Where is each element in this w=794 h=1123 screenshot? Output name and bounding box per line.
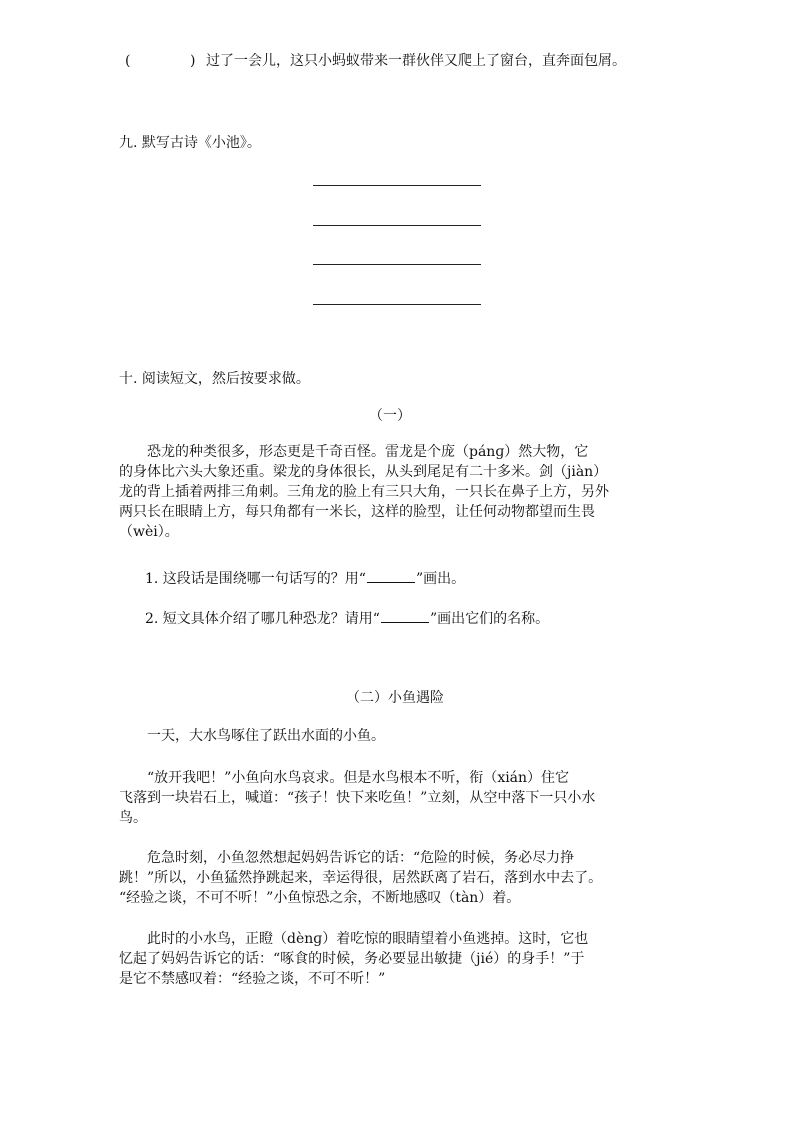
passage2-paragraph-4: [119, 929, 679, 989]
passage2-line: “放开我吧！”小鱼向水鸟哀求。但是水鸟根本不听，衔（xián）住它: [119, 770, 570, 786]
question-2-prefix: 2. 短文具体介绍了哪几种恐龙？请用“: [145, 611, 380, 627]
poem-answer-line-4[interactable]: [313, 304, 481, 305]
underline-blank: [381, 608, 429, 623]
answer-paren-close: ): [190, 53, 196, 69]
passage1-line: 两只长在眼睛上方，每只角都有一米长，这样的脸型，让任何动物都望而生畏: [119, 504, 595, 520]
passage1-heading: （一）: [369, 408, 411, 424]
passage1-line: 龙的背上插着两排三角刺。三角龙的脸上有三只大角，一只长在鼻子上方，另外: [119, 484, 609, 500]
question-2: [145, 608, 549, 629]
passage1-line: 恐龙的种类很多，形态更是千奇百怪。雷龙是个庞（pánɡ）然大物，它: [119, 444, 589, 460]
passage2-line: 危急时刻，小鱼忽然想起妈妈告诉它的话：“危险的时候，务必尽力挣: [119, 850, 575, 866]
question-2-suffix: ”画出它们的名称。: [429, 611, 550, 627]
passage2-paragraph-3: [119, 848, 679, 908]
passage2-line: 是它不禁感叹着：“经验之谈，不可不听！”: [119, 971, 386, 987]
poem-answer-line-1[interactable]: [313, 185, 481, 186]
question-1-suffix: ”画出。: [415, 571, 466, 587]
passage2-line: 此时的小水鸟，正瞪（dènɡ）着吃惊的眼睛望着小鱼逃掉。这时，它也: [119, 931, 589, 947]
passage1-line: （wèi）。: [119, 524, 179, 540]
section10-title: 十. 阅读短文，然后按要求做。: [119, 371, 310, 387]
passage2-paragraph-2: [119, 768, 679, 828]
passage2-line: 鸟。: [119, 810, 147, 826]
answer-paren-open: (: [125, 53, 131, 69]
passage1-paragraph: [119, 442, 679, 542]
item8-sentence: 过了一会儿，这只小蚂蚁带来一群伙伴又爬上了窗台，直奔面包屑。: [206, 53, 626, 69]
section9-title: 九. 默写古诗《小池》。: [119, 135, 261, 151]
passage2-line: 飞落到一块岩石上，喊道：“孩子！快下来吃鱼！”立刻，从空中落下一只小水: [119, 790, 596, 806]
passage2-paragraph-1: 一天，大水鸟啄住了跃出水面的小鱼。: [119, 728, 385, 744]
underline-blank: [367, 568, 415, 583]
poem-answer-line-2[interactable]: [313, 225, 481, 226]
passage2-line: 跳！”所以，小鱼猛然挣跳起来，幸运得很，居然跃离了岩石，落到水中去了。: [119, 870, 603, 886]
passage2-line: 忆起了妈妈告诉它的话：“啄食的时候，务必要显出敏捷（jié）的身手！”于: [119, 951, 585, 967]
question-1: [145, 568, 465, 589]
passage2-line: “经验之谈，不可不听！”小鱼惊恐之余，不断地感叹（tàn）着。: [119, 890, 521, 906]
passage2-heading: （二）小鱼遇险: [346, 690, 444, 706]
question-1-prefix: 1. 这段话是围绕哪一句话写的？用“: [145, 571, 366, 587]
poem-answer-line-3[interactable]: [313, 264, 481, 265]
passage1-line: 的身体比六头大象还重。梁龙的身体很长，从头到尾足有二十多米。剑（jiàn）: [119, 464, 608, 480]
